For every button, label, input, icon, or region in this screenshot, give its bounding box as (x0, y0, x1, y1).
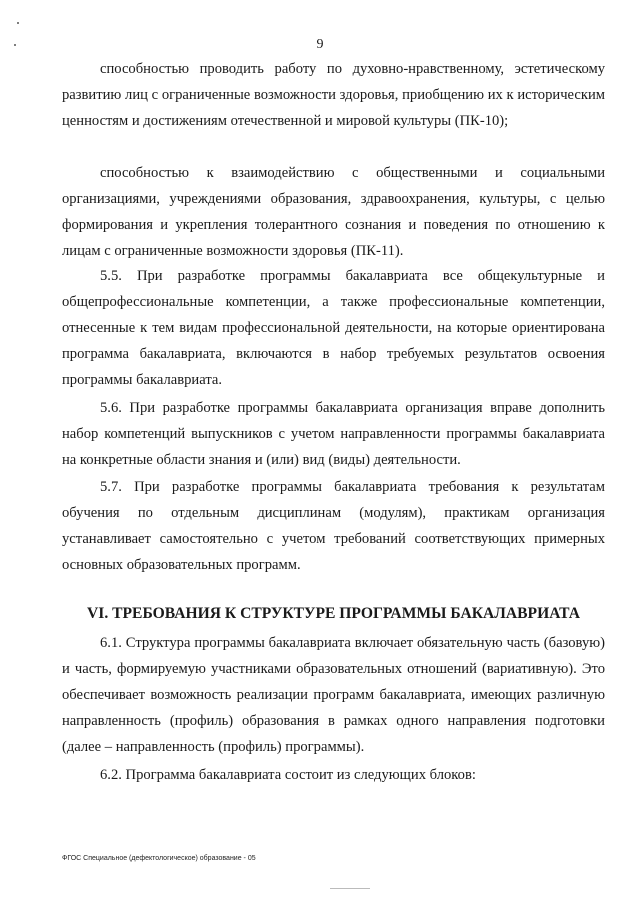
page-number: 9 (316, 37, 324, 52)
paragraph-6-1: 6.1. Структура программы бакалавриата включает обязательную часть (базовую) и часть, формируемую участниками образовательных отношений (вариативную). Это обеспечивает возможность реализации программ бакалавриата, имеющих различную направленность (профиль) образования в рамках одного направления подготовки (далее – направленность (профиль) программы). (62, 635, 605, 755)
scan-speck (17, 22, 19, 24)
section-heading: VI. ТРЕБОВАНИЯ К СТРУКТУРЕ ПРОГРАММЫ БАКАЛАВРИАТА (86, 605, 580, 622)
paragraph-5-6: 5.6. При разработке программы бакалавриата организация вправе дополнить набор компетенций выпускников с учетом направленности программы бакалавриата на конкретные области знания и (или) вид (виды) деятельности. (62, 400, 605, 468)
scan-edge-line (330, 888, 370, 889)
paragraph-pk11: способностью к взаимодействию с общественными и социальными организациями, учреждениями образования, здравоохранения, культуры, с целью формирования и укрепления толерантного сознания и поведения по отношению к лицам с ограниченные возможности здоровья (ПК-11). (62, 165, 605, 259)
page-footer: ФГОС Специальное (дефектологическое) образование - 05 (62, 855, 256, 862)
paragraph-6-2: 6.2. Программа бакалавриата состоит из следующих блоков: (100, 767, 476, 783)
paragraph-pk10: способностью проводить работу по духовно-нравственному, эстетическому развитию лиц с ограниченные возможности здоровья, приобщению их к историческим ценностям и достижениям отечественной и мировой культуры (ПК-10); (62, 61, 605, 129)
paragraph-5-5: 5.5. При разработке программы бакалавриата все общекультурные и общепрофессиональные компетенции, а также профессиональные компетенции, отнесенные к тем видам профессиональной деятельности, на которые ориентирована программа бакалавриата, включаются в набор требуемых результатов освоения программы бакалавриата. (62, 268, 605, 388)
paragraph-5-7: 5.7. При разработке программы бакалавриата требования к результатам обучения по отдельным дисциплинам (модулям), практикам организация устанавливает самостоятельно с учетом требований соответствующих примерных основных образовательных программ. (62, 479, 605, 573)
